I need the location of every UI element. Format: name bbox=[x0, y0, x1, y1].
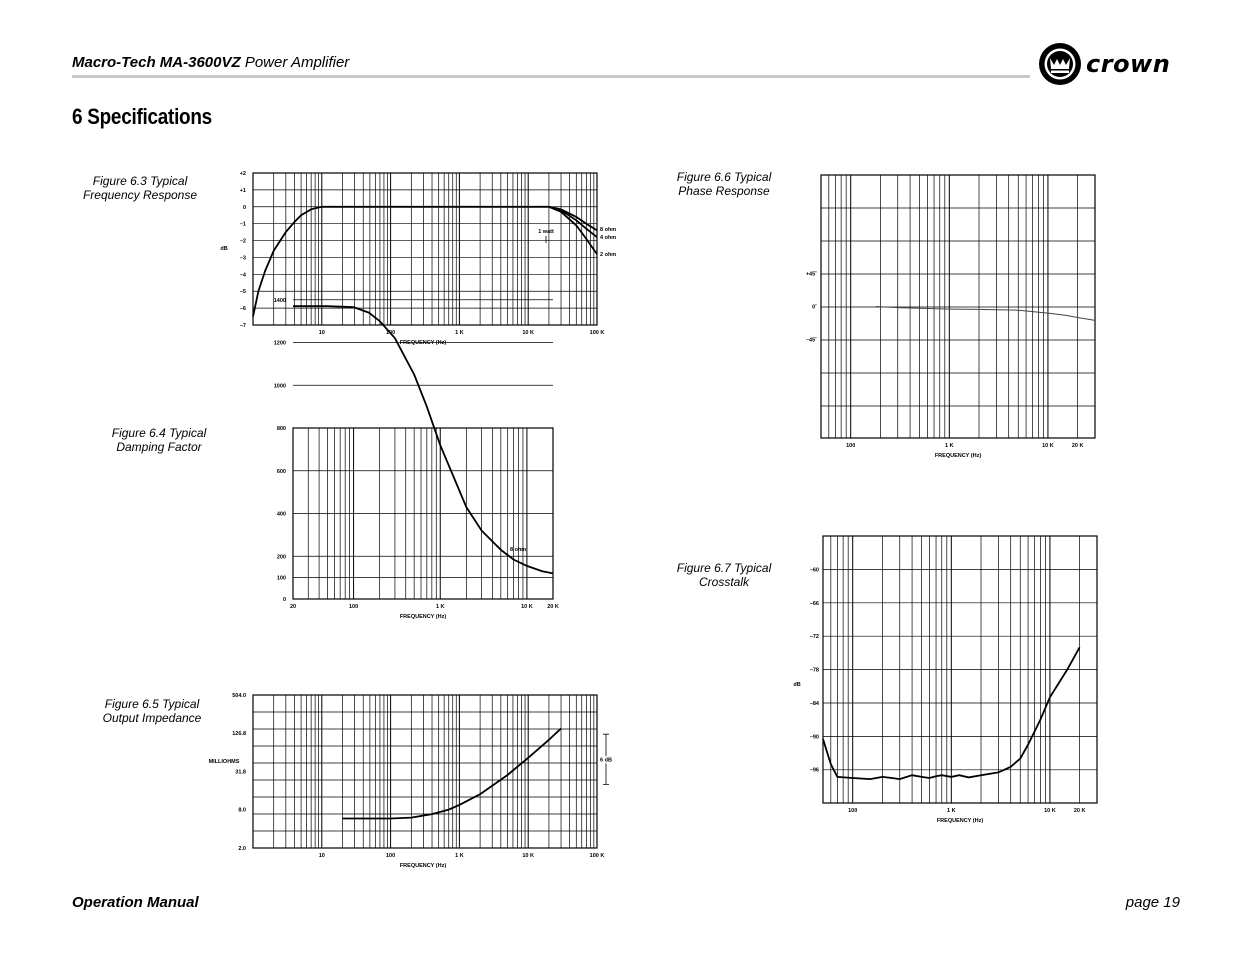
x-tick-label: 100 bbox=[386, 853, 396, 859]
y-tick-label: 0 bbox=[242, 204, 246, 211]
series-label: 8 ohm bbox=[510, 547, 527, 553]
x-tick-label: 10 K bbox=[521, 604, 533, 610]
grid bbox=[253, 695, 597, 848]
caption-line-1: Figure 6.3 Typical bbox=[92, 174, 188, 188]
caption-line-1: Figure 6.4 Typical bbox=[111, 426, 207, 440]
x-tick-label: 1 K bbox=[455, 853, 464, 859]
y-tick-label: –1 bbox=[239, 221, 246, 228]
x-tick-label: 20 bbox=[289, 604, 297, 610]
y-axis-label: dB bbox=[793, 682, 801, 688]
series-line bbox=[876, 307, 1095, 321]
x-tick-label: 1 K bbox=[455, 330, 464, 336]
x-axis-label: FREQUENCY (Hz) bbox=[936, 818, 984, 824]
y-axis-label: dB bbox=[220, 246, 228, 252]
footer-page-number: page 19 bbox=[1125, 894, 1180, 911]
chart-fig64 bbox=[274, 298, 559, 620]
caption-line-1: Figure 6.7 Typical bbox=[676, 561, 772, 575]
x-tick-label: 1 K bbox=[947, 808, 956, 814]
series-line bbox=[293, 306, 553, 573]
x-tick-label: 1 K bbox=[945, 443, 954, 449]
caption-line-2: Output Impedance bbox=[102, 711, 202, 725]
x-tick-label: 100 bbox=[846, 443, 856, 449]
logo-wordmark: crown bbox=[1086, 50, 1171, 78]
y-tick-label: 504.0 bbox=[232, 693, 246, 699]
y-tick-label: 100 bbox=[276, 575, 286, 582]
y-tick-label: 400 bbox=[276, 511, 286, 518]
x-axis-label: FREQUENCY (Hz) bbox=[399, 614, 447, 620]
caption-line-2: Phase Response bbox=[678, 184, 770, 198]
plot-frame bbox=[253, 695, 597, 848]
x-tick-label: 100 bbox=[348, 604, 359, 610]
chart-fig63 bbox=[220, 171, 616, 346]
section-title: 6 Specifications bbox=[72, 104, 212, 129]
x-tick-label: 1 K bbox=[435, 604, 445, 610]
footer-manual-title: Operation Manual bbox=[72, 894, 199, 911]
y-tick-label: –45˚ bbox=[805, 337, 817, 344]
grid bbox=[253, 173, 597, 325]
series-label: 8 ohm bbox=[600, 227, 617, 233]
chart-fig66 bbox=[806, 175, 1095, 459]
grid bbox=[823, 536, 1097, 803]
chart-fig67 bbox=[793, 536, 1097, 824]
caption-line-2: Damping Factor bbox=[116, 440, 202, 454]
y-tick-label: –96 bbox=[809, 767, 819, 774]
x-tick-label: 10 K bbox=[1044, 808, 1056, 814]
x-axis-label: FREQUENCY (Hz) bbox=[399, 863, 447, 869]
x-tick-label: 20 K bbox=[1073, 808, 1086, 814]
x-tick-label: 100 bbox=[848, 808, 858, 814]
x-tick-label: 10 bbox=[318, 853, 325, 859]
y-tick-label: 1400 bbox=[273, 297, 286, 304]
model-name: Macro-Tech MA-3600VZ bbox=[72, 54, 241, 71]
x-tick-label: 20 K bbox=[1071, 443, 1084, 449]
y-tick-label: 2.0 bbox=[238, 846, 246, 852]
y-tick-label: 8.0 bbox=[238, 807, 246, 814]
plot-frame bbox=[253, 173, 597, 325]
x-tick-label: 20 K bbox=[547, 604, 559, 610]
plot-frame bbox=[821, 175, 1095, 438]
y-tick-label: –6 bbox=[239, 306, 246, 313]
x-tick-label: 100 K bbox=[589, 853, 605, 859]
y-tick-label: –84 bbox=[809, 700, 819, 707]
y-tick-label: 1000 bbox=[273, 383, 286, 390]
y-tick-label: +2 bbox=[239, 171, 246, 177]
y-tick-label: –5 bbox=[239, 289, 246, 296]
y-tick-label: –7 bbox=[239, 323, 246, 329]
caption-line-2: Frequency Response bbox=[82, 188, 198, 202]
x-tick-label: 100 K bbox=[589, 330, 605, 336]
y-axis-label: MILLIOHMS bbox=[208, 759, 240, 765]
y-tick-label: –60 bbox=[809, 567, 819, 574]
y-tick-label: 0˚ bbox=[812, 304, 817, 311]
y-tick-label: 126.8 bbox=[232, 731, 246, 738]
grid bbox=[821, 175, 1095, 438]
y-tick-label: –4 bbox=[239, 272, 246, 279]
series-label: 2 ohm bbox=[600, 252, 617, 258]
x-tick-label: 10 bbox=[318, 330, 325, 336]
y-tick-label: +45˚ bbox=[805, 271, 817, 278]
chart-fig65 bbox=[209, 693, 612, 869]
y-tick-label: –78 bbox=[809, 667, 819, 674]
series-line bbox=[253, 207, 597, 317]
x-tick-label: 100 bbox=[386, 330, 396, 336]
series-label: 4 ohm bbox=[600, 235, 617, 241]
y-tick-label: 800 bbox=[276, 426, 286, 432]
caption-line-1: Figure 6.6 Typical bbox=[676, 170, 772, 184]
y-tick-label: +1 bbox=[239, 187, 246, 194]
y-tick-label: 0 bbox=[282, 597, 286, 603]
annotation-label: 1 watt bbox=[538, 229, 554, 235]
y-tick-label: –2 bbox=[239, 238, 246, 245]
y-tick-label: –90 bbox=[809, 734, 819, 741]
y-tick-label: 1200 bbox=[273, 340, 286, 347]
x-tick-label: 10 K bbox=[1042, 443, 1054, 449]
product-type: Power Amplifier bbox=[240, 54, 350, 71]
x-axis-label: FREQUENCY (Hz) bbox=[399, 340, 447, 346]
caption-line-2: Crosstalk bbox=[698, 575, 749, 589]
x-tick-label: 10 K bbox=[522, 330, 535, 336]
y-tick-label: –72 bbox=[809, 634, 819, 641]
x-tick-label: 10 K bbox=[522, 853, 535, 859]
y-tick-label: 31.8 bbox=[235, 769, 246, 776]
y-tick-label: 600 bbox=[276, 468, 286, 475]
y-tick-label: –3 bbox=[239, 255, 246, 262]
y-tick-label: 200 bbox=[276, 554, 286, 561]
scale-bar-label: 6 dB bbox=[600, 757, 612, 764]
y-tick-label: –66 bbox=[809, 600, 819, 607]
x-axis-label: FREQUENCY (Hz) bbox=[934, 453, 982, 459]
caption-line-1: Figure 6.5 Typical bbox=[104, 697, 200, 711]
